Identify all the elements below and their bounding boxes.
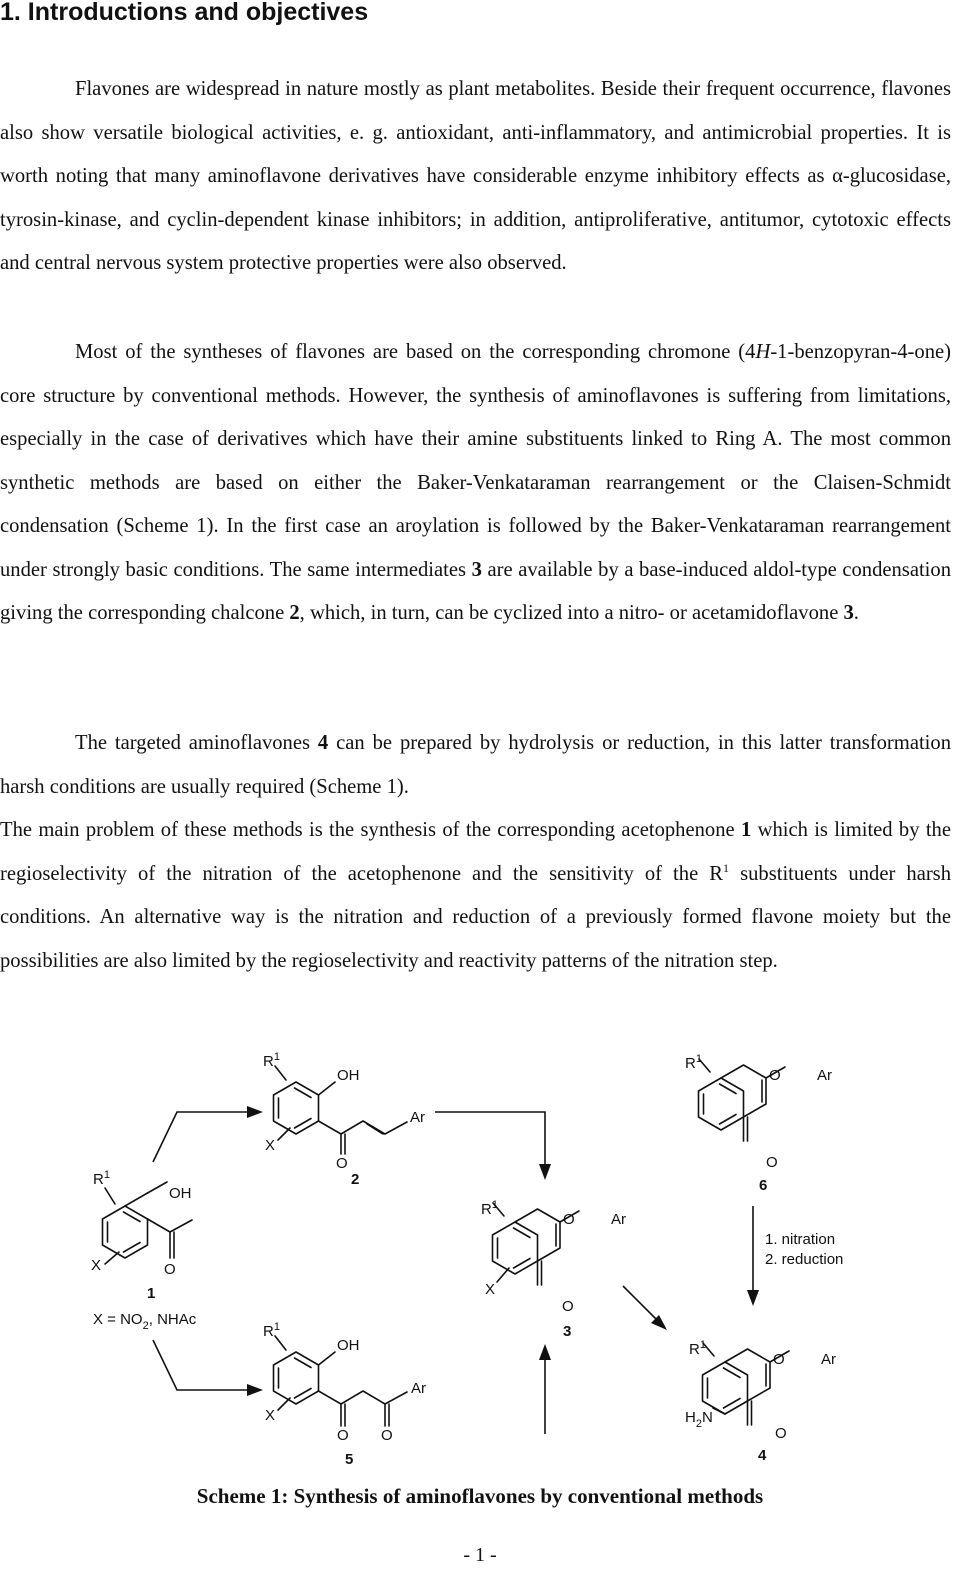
arrow-6-to-4 [747,1206,759,1306]
compound-3-x-label: X [485,1281,496,1298]
compound-ref-2: 2 [289,602,300,624]
compound-6-r-label: $R^1$ [685,1053,702,1072]
compound-4-structure [685,1339,836,1464]
compound-3-structure [481,1199,626,1340]
paragraph-2-text-c: are available by a base-induced aldol-type condensation giving the corresponding chalcone [0,558,952,624]
alpha-symbol: α [832,165,843,187]
compound-5-r-label: $R^1$ [263,1321,280,1340]
paragraph-2-text-e: . [853,602,859,624]
compound-1-r-label: $R^1$ [93,1169,110,1188]
compound-5-oh-label: OH [337,1337,360,1354]
compound-ref-4: 4 [317,732,329,754]
compound-2-o-label: O [336,1155,348,1172]
paragraph-2-text-d: , which, in turn, can be cyclized into a nitro- or acetamidoflavone [299,602,844,624]
paragraph-3-text-b: can be prepared by hydrolysis or reduction, in this latter transformation harsh conditions are usually required (Scheme 1). [0,732,951,798]
compound-5-o-label-a: O [337,1427,349,1444]
compound-4-o-label: O [775,1425,787,1442]
compound-2-ar-label: Ar [410,1109,425,1126]
compound-6-number: 6 [759,1177,768,1194]
compound-3-ring-o-label: O [563,1211,575,1228]
compound-1-number: 1 [147,1285,156,1302]
compound-5-ar-label: Ar [411,1380,426,1397]
arrow-3-to-4 [623,1286,667,1330]
step-nitration-label: 1. nitration [765,1231,836,1248]
compound-1-structure [91,1169,197,1332]
compound-6-ar-label: Ar [817,1067,832,1084]
compound-3-o-label: O [562,1298,574,1315]
compound-2-structure [263,1051,425,1188]
compound-ref-1: 1 [740,819,752,841]
compound-2-r-label: $R^1$ [263,1051,280,1070]
compound-4-nh2-label: $H_2N$ [685,1409,713,1430]
compound-2-number: 2 [351,1171,360,1188]
italic-h: H [755,341,771,363]
compound-6-ring-o-label: O [769,1067,781,1084]
paragraph-3 [0,722,951,809]
compound-1-oh-label: OH [169,1185,192,1202]
compound-5-structure [263,1321,426,1468]
paragraph-3-text-a: The targeted aminoflavones [75,732,318,754]
compound-2-x-label: X [265,1137,276,1154]
compound-3-ar-label: Ar [611,1211,626,1228]
scheme-caption: Scheme 1: Synthesis of aminoflavones by conventional methods [196,1484,764,1508]
r1-superscript: 1 [723,860,730,875]
compound-ref-3b: 3 [843,602,854,624]
compound-ref-3: 3 [471,558,482,581]
compound-2-oh-label: OH [337,1067,360,1084]
paragraph-4-text-b: which is limited by the regioselectivity of the nitration of the acetophenone and the sensitivity of the R [0,819,951,885]
compound-3-number: 3 [563,1323,572,1340]
compound-4-r-label: $R^1$ [689,1339,706,1358]
x-definition: $X = NO_2$, NHAc [93,1311,197,1332]
section-heading: 1. Introductions and objectives [0,0,369,26]
compound-6-structure [685,1053,832,1194]
compound-5-x-label: X [265,1407,276,1424]
paragraph-1 [0,68,951,286]
page-number: - 1 - [463,1544,497,1566]
compound-4-number: 4 [758,1447,767,1464]
paragraph-4-text-a: The main problem of these methods is the synthesis of the corresponding acetophenone [0,819,741,841]
reaction-scheme [85,1036,885,1476]
paragraph-2-text-b: -1-benzopyran-4-one) core structure by conventional methods. However, the synthesis of aminoflavones is suffering from limitations, especially in the case of derivatives which have their amine substituents linked to Ring A. The most common synthetic methods are based on either the Baker-Venkataraman rearrangement or the Claisen-Schmidt condensation (Scheme 1). In the first case an aroylation is followed by the Baker-Venkataraman rearrangement under strongly basic conditions. The same intermediates [0,341,951,581]
compound-4-ar-label: Ar [821,1351,836,1368]
arrow-1-to-2 [153,1106,263,1162]
paragraph-4 [0,809,951,983]
arrow-1-to-5 [153,1340,263,1396]
paragraph-1-text-a: Flavones are widespread in nature mostly as plant metabolites. Beside their frequent occurrence, flavones also show versatile biological activities, e. g. antioxidant, anti-inflammatory, and antimicrobial properties. It is worth noting that many aminoflavone derivatives have considerable enzyme inhibitory effects as [0,78,951,187]
compound-5-number: 5 [345,1451,354,1468]
compound-1-o-label: O [164,1261,176,1278]
compound-5-o-label-b: O [381,1427,393,1444]
compound-1-x-label: X [91,1257,102,1274]
paragraph-2-text-a: Most of the syntheses of flavones are based on the corresponding chromone (4 [75,341,756,363]
compound-4-ring-o-label: O [773,1351,785,1368]
compound-6-o-label: O [766,1154,778,1171]
paragraph-2 [0,331,951,636]
arrow-5-to-3 [539,1344,551,1434]
paragraph-1-text-b: -glucosidase, tyrosin-kinase, and cyclin-dependent kinase inhibitors; in addition, antiproliferative, antitumor, cytotoxic effects and central nervous system protective properties were also observed. [0,165,951,274]
paragraph-4-text-c: substituents under harsh conditions. An alternative way is the nitration and reduction of a previously formed flavone moiety but the possibilities are also limited by the regioselectivity and reactivity patterns of the nitration step. [0,862,951,972]
compound-3-r-label: $R^1$ [481,1199,498,1218]
arrow-2-to-3 [435,1112,551,1180]
step-reduction-label: 2. reduction [765,1251,844,1268]
